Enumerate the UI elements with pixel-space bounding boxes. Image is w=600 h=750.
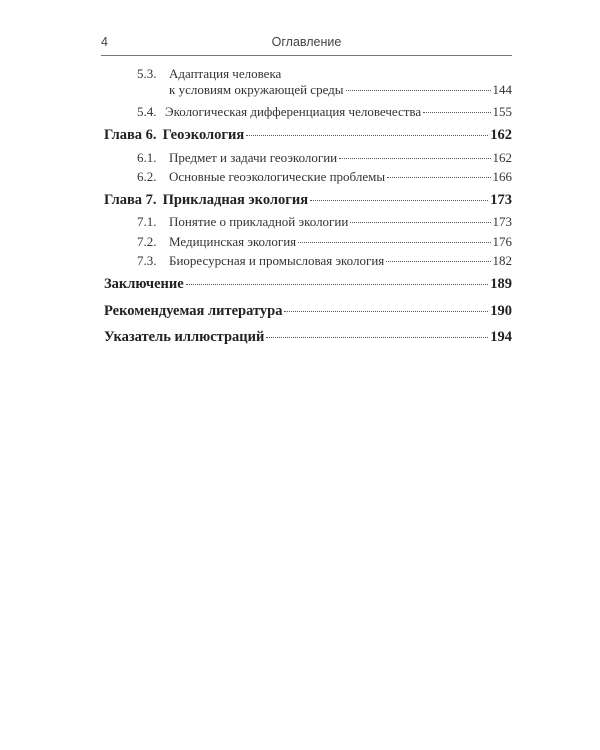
page-ref: 144 [492, 82, 512, 97]
chapter-number: Глава 7. [104, 192, 157, 208]
toc-entry-5-4[interactable] [137, 104, 512, 120]
toc-conclusion[interactable] [104, 276, 512, 293]
toc-illustrations[interactable] [104, 329, 512, 346]
page-ref: 162 [490, 127, 512, 143]
page-ref: 155 [492, 104, 512, 119]
chapter-number: Глава 6. [104, 127, 157, 143]
dot-leader [386, 261, 490, 262]
dot-leader [246, 135, 488, 136]
section-number: 7.2. [137, 234, 157, 249]
section-number: 7.3. [137, 253, 157, 268]
section-title: Заключение [104, 276, 184, 292]
page-ref: 166 [492, 169, 512, 184]
page-ref: 162 [492, 150, 512, 165]
page-ref: 173 [492, 214, 512, 229]
section-title: Предмет и задачи геоэкологии [169, 150, 338, 165]
header-rule [101, 55, 512, 56]
section-title-line2: к условиям окружающей среды [169, 82, 344, 97]
dot-leader [423, 112, 490, 113]
section-number: 6.1. [137, 150, 157, 165]
toc-chapter-6[interactable] [104, 127, 512, 144]
section-number: 5.4. [137, 104, 157, 119]
page-ref: 194 [490, 329, 512, 345]
section-number: 5.3. [137, 66, 157, 81]
section-title: Медицинская экология [169, 234, 297, 249]
dot-leader [387, 177, 490, 178]
dot-leader [339, 158, 490, 159]
dot-leader [350, 222, 490, 223]
running-title: Оглавление [271, 35, 342, 49]
toc-entry-7-2[interactable] [137, 234, 512, 250]
toc-entry-5-3-line1 [137, 66, 281, 82]
section-title: Основные геоэкологические проблемы [169, 169, 386, 184]
page-ref: 173 [490, 192, 512, 208]
section-title-line1: Адаптация человека [169, 66, 282, 81]
chapter-title: Прикладная экология [162, 192, 309, 208]
page-number: 4 [101, 35, 108, 49]
section-number: 7.1. [137, 214, 157, 229]
dot-leader [298, 242, 490, 243]
toc-entry-6-2[interactable] [137, 169, 512, 185]
page-header [101, 35, 512, 53]
dot-leader [284, 311, 488, 312]
page-ref: 189 [490, 276, 512, 292]
toc-entry-5-3[interactable] [169, 82, 512, 98]
page-ref: 190 [490, 303, 512, 319]
section-title: Рекомендуемая литература [104, 303, 283, 319]
dot-leader [346, 90, 491, 91]
dot-leader [310, 200, 488, 201]
section-title: Биоресурсная и промысловая экология [169, 253, 385, 268]
toc-chapter-7[interactable] [104, 192, 512, 209]
toc-entry-7-3[interactable] [137, 253, 512, 269]
section-title: Указатель иллюстраций [104, 329, 265, 345]
dot-leader [186, 284, 489, 285]
section-title: Понятие о прикладной экологии [169, 214, 349, 229]
chapter-title: Геоэкология [162, 127, 245, 143]
page-ref: 182 [492, 253, 512, 268]
section-number: 6.2. [137, 169, 157, 184]
page-ref: 176 [492, 234, 512, 249]
toc-entry-6-1[interactable] [137, 150, 512, 166]
section-title: Экологическая дифференциация человечества [165, 104, 422, 119]
toc-entry-7-1[interactable] [137, 214, 512, 230]
dot-leader [266, 337, 488, 338]
toc-literature[interactable] [104, 303, 512, 320]
